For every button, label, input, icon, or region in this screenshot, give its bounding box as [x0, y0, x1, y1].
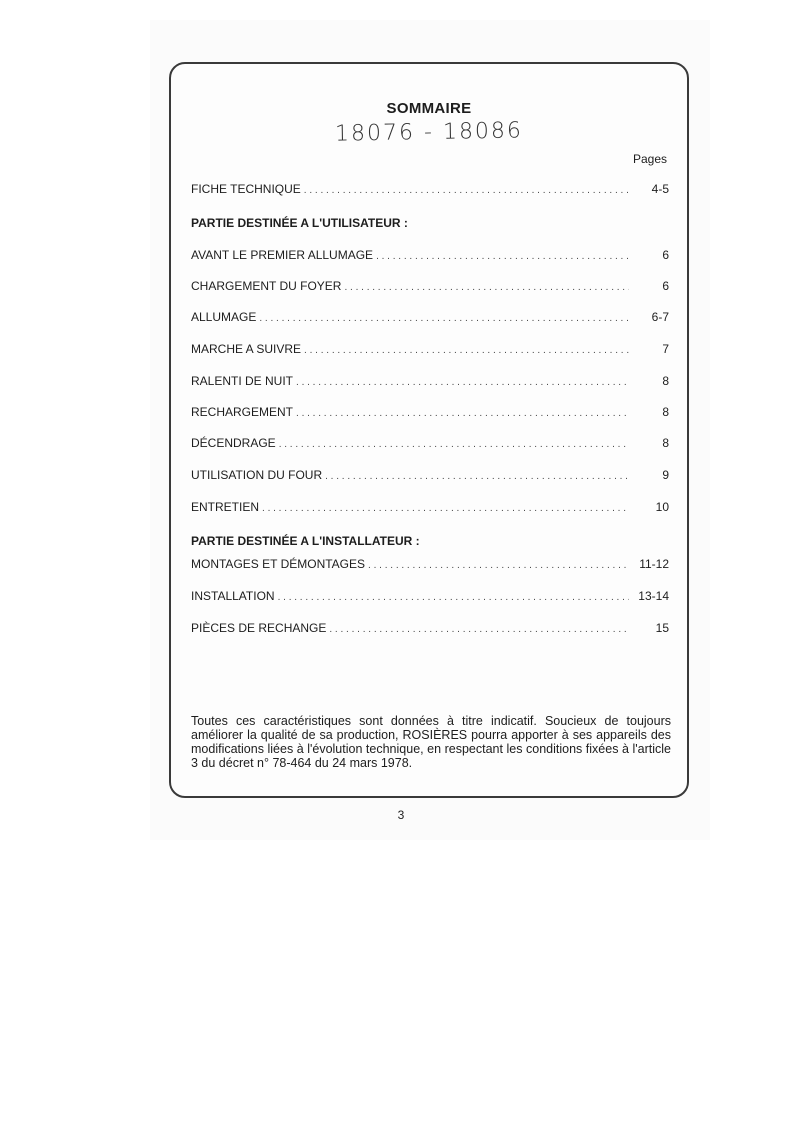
toc-entry-label: ENTRETIEN	[191, 500, 260, 514]
dot-leader	[296, 408, 629, 419]
toc-entry-label: AVANT LE PREMIER ALLUMAGE	[191, 248, 374, 262]
pages-column-label: Pages	[632, 152, 667, 166]
dot-leader	[279, 439, 629, 450]
toc-entry-page: 6-7	[651, 310, 669, 324]
toc-entry	[191, 182, 669, 196]
toc-entry	[191, 310, 669, 324]
toc-entry-label: INSTALLATION	[191, 589, 275, 603]
toc-entry-page: 10	[655, 500, 669, 514]
dot-leader	[368, 560, 629, 571]
page-title: SOMMAIRE	[386, 100, 472, 117]
toc-entry-label: RALENTI DE NUIT	[191, 374, 294, 388]
toc-entry-label: RECHARGEMENT	[191, 405, 294, 419]
toc-entry-page: 13-14	[638, 589, 669, 603]
toc-entry-page: 9	[662, 468, 669, 482]
toc-entry-page: 4-5	[651, 182, 669, 196]
toc-entry-page: 6	[662, 248, 669, 262]
toc-entry	[191, 279, 669, 293]
dot-leader	[296, 377, 629, 388]
disclaimer-note: Toutes ces caractéristiques sont données à titre indicatif. Soucieux de toujours améliorer la qualité de sa production, ROSIÈRES pourra apporter à ses appareils des modifications liées à l'évolution technique, en respectant les conditions fixées à l'article 3 du décret n° 78-464 du 24 mars 1978.	[191, 714, 671, 770]
toc-entry-page: 8	[662, 374, 669, 388]
toc-entry	[191, 557, 669, 571]
toc-entry-label: FICHE TECHNIQUE	[191, 182, 301, 196]
dot-leader	[344, 282, 629, 293]
section-heading-installer: PARTIE DESTINÉE A L'INSTALLATEUR :	[191, 534, 420, 548]
toc-entry	[191, 468, 669, 482]
dot-leader	[329, 624, 629, 635]
dot-leader	[376, 251, 629, 262]
page-number: 3	[397, 808, 405, 822]
dot-leader	[259, 313, 629, 324]
toc-entry	[191, 589, 669, 603]
toc-entry-page: 7	[662, 342, 669, 356]
dot-leader	[262, 503, 629, 514]
toc-entry	[191, 374, 669, 388]
dot-leader	[304, 185, 629, 196]
toc-entry-page: 8	[662, 405, 669, 419]
toc-entry	[191, 500, 669, 514]
dot-leader	[304, 345, 629, 356]
toc-entry	[191, 405, 669, 419]
toc-entry	[191, 436, 669, 450]
toc-entry	[191, 248, 669, 262]
dot-leader	[278, 592, 629, 603]
toc-entry-label: UTILISATION DU FOUR	[191, 468, 323, 482]
contents-frame	[169, 62, 689, 798]
toc-entry-page: 6	[662, 279, 669, 293]
toc-entry-page: 15	[655, 621, 669, 635]
toc-entry-page: 11-12	[639, 557, 669, 571]
toc-entry	[191, 621, 669, 635]
toc-entry-label: ALLUMAGE	[191, 310, 257, 324]
toc-entry	[191, 342, 669, 356]
handwritten-reference: 18076 - 18086	[334, 118, 524, 147]
toc-entry-label: CHARGEMENT DU FOYER	[191, 279, 342, 293]
dot-leader	[325, 471, 629, 482]
toc-entry-page: 8	[662, 436, 669, 450]
toc-entry-label: MARCHE A SUIVRE	[191, 342, 302, 356]
section-heading-user: PARTIE DESTINÉE A L'UTILISATEUR :	[191, 216, 408, 230]
toc-entry-label: DÉCENDRAGE	[191, 436, 276, 450]
toc-entry-label: MONTAGES ET DÉMONTAGES	[191, 557, 366, 571]
toc-entry-label: PIÈCES DE RECHANGE	[191, 621, 327, 635]
